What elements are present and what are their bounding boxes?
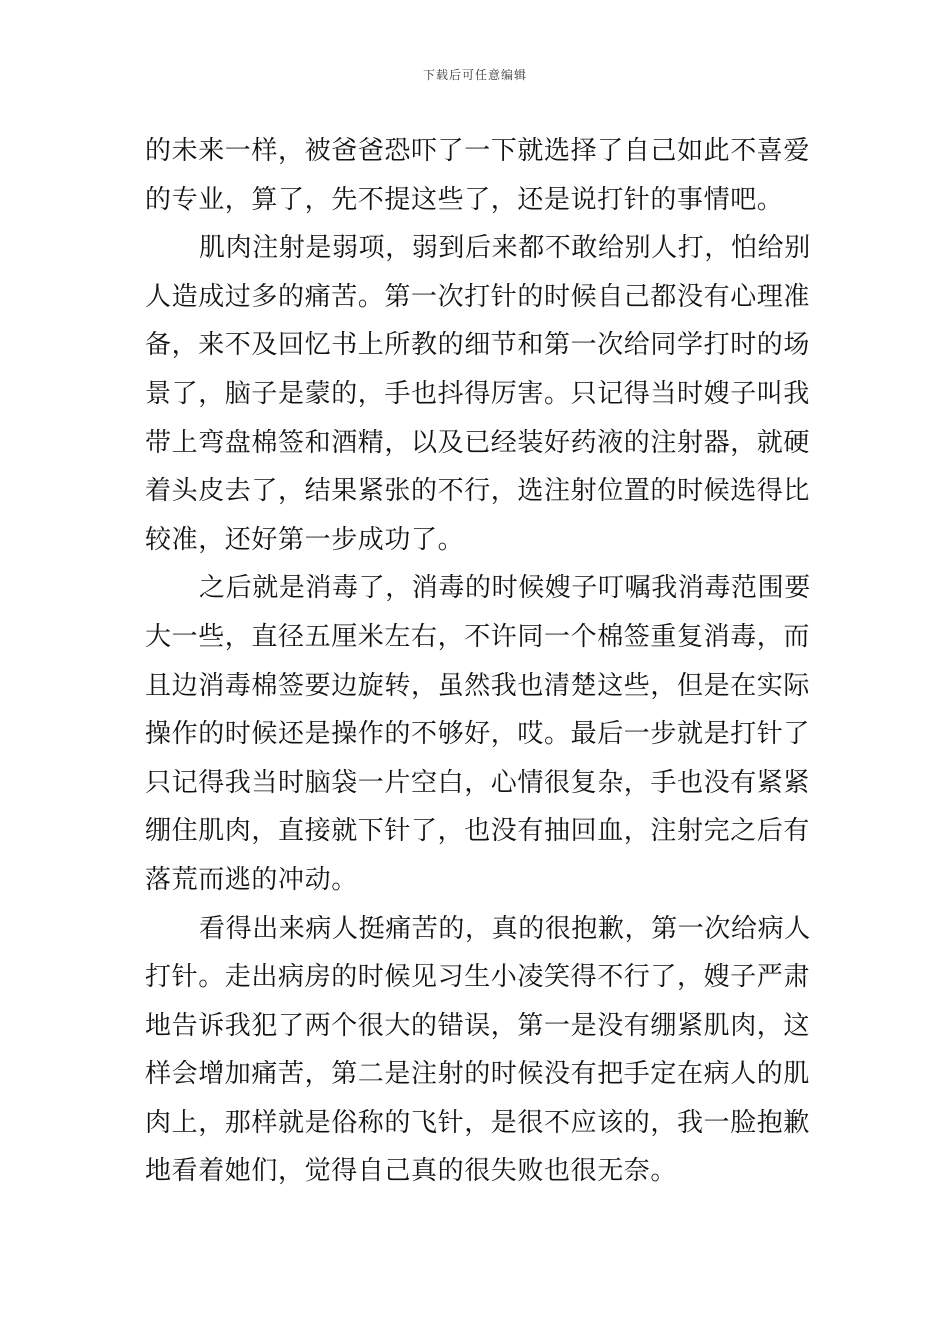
text-line: 绷住肌肉，直接就下针了，也没有抽回血，注射完之后有 <box>145 816 811 847</box>
body-text <box>145 127 813 1196</box>
text-line: 人造成过多的痛苦。第一次打针的时候自己都没有心理准 <box>145 281 811 312</box>
text-line: 之后就是消毒了，消毒的时候嫂子叮嘱我消毒范围要 <box>199 573 811 604</box>
text-line: 落荒而逃的冲动。 <box>145 864 358 895</box>
text-line: 大一些，直径五厘米左右，不许同一个棉签重复消毒，而 <box>145 621 811 652</box>
text-line: 肌肉注射是弱项，弱到后来都不敢给别人打，怕给别 <box>199 233 811 264</box>
header-note: 下载后可任意编辑 <box>422 68 527 82</box>
text-line: 着头皮去了，结果紧张的不行，选注射位置的时候选得比 <box>145 476 811 507</box>
text-line: 景了，脑子是蒙的，手也抖得厉害。只记得当时嫂子叫我 <box>145 378 811 409</box>
text-line: 较准，还好第一步成功了。 <box>145 524 465 555</box>
text-line: 地看着她们，觉得自己真的很失败也很无奈。 <box>145 1156 678 1187</box>
text-line: 操作的时候还是操作的不够好，哎。最后一步就是打针了 <box>145 719 811 750</box>
text-line: 且边消毒棉签要边旋转，虽然我也清楚这些，但是在实际 <box>145 670 811 701</box>
text-line: 看得出来病人挺痛苦的，真的很抱歉，第一次给病人 <box>199 913 811 944</box>
text-line: 打针。走出病房的时候见习生小凌笑得不行了，嫂子严肃 <box>145 962 811 993</box>
text-line: 备，来不及回忆书上所教的细节和第一次给同学打时的场 <box>145 330 811 361</box>
text-line: 带上弯盘棉签和酒精，以及已经装好药液的注射器，就硬 <box>145 427 811 458</box>
text-line: 只记得我当时脑袋一片空白，心情很复杂，手也没有紧紧 <box>145 767 811 798</box>
text-line: 的未来一样，被爸爸恐吓了一下就选择了自己如此不喜爱 <box>145 136 811 166</box>
text-line: 样会增加痛苦，第二是注射的时候没有把手定在病人的肌 <box>145 1059 811 1090</box>
text-line: 地告诉我犯了两个很大的错误，第一是没有绷紧肌肉，这 <box>145 1010 811 1041</box>
text-line: 肉上，那样就是俗称的飞针，是很不应该的，我一脸抱歉 <box>145 1107 811 1138</box>
text-line: 的专业，算了，先不提这些了，还是说打针的事情吧。 <box>145 184 784 215</box>
